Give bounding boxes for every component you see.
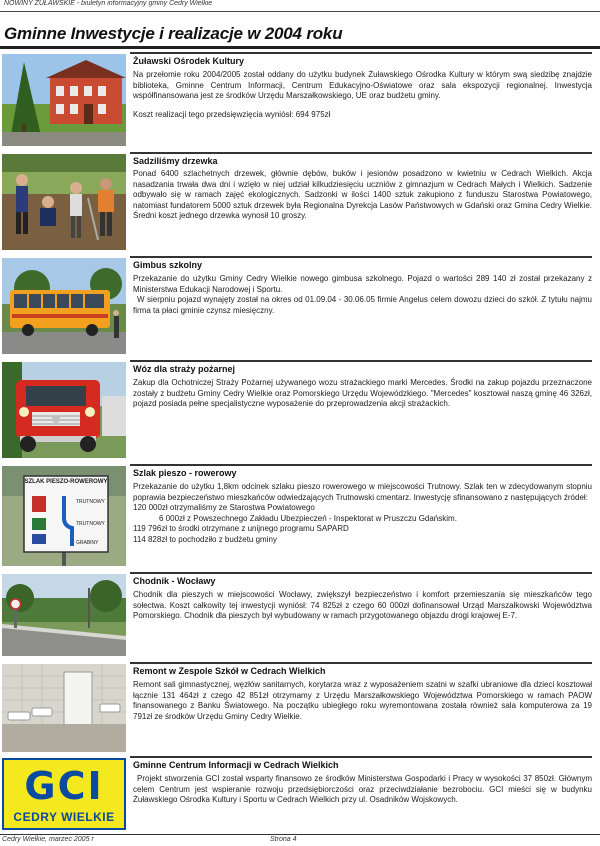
section-heading: Szlak pieszo - rowerowy [133, 468, 237, 478]
section-bike-trail [0, 464, 600, 568]
funding-line: 119 796zł to środki otrzymane z unijnego programu SAPARD [133, 524, 349, 534]
paragraph: Przekazanie do użytku Gminy Cedry Wielkie nowego gimbusa szkolnego. Pojazd o wartości 289 140 zł został przekazany z Ministerstwa Edukacji Narodowej i Sportu. [133, 274, 592, 294]
section-rule [130, 256, 592, 258]
tree-planting-photo [2, 154, 126, 250]
section-body [133, 590, 592, 622]
section-heading: Gimbus szkolny [133, 260, 203, 270]
fire-truck-photo [2, 362, 126, 458]
cost-line: Koszt realizacji tego przedsięwzięcia wyniósł: 694 975zł [133, 109, 331, 119]
section-body [133, 378, 592, 410]
gci-logo-subtext: CEDRY WIELKIE [13, 810, 115, 824]
footer-date: Cedry Wielkie, marzec 2005 r [2, 836, 94, 843]
footer-rule [0, 834, 600, 835]
cultural-center-photo [2, 54, 126, 146]
paragraph: Projekt stworzenia GCI został wsparty finansowo ze środków Ministerstwa Gospodarki i Pracy w wysokości 37 850zł. Głównym celem Centrum jest wspieranie rozwoju przedsiębiorczości oraz przeciwdziałanie bezrobociu. GCI mieści się w budynku Żuławskiego Ośrodka Kultury i Sportu w Cedrach Wielkich przy ul. Osadników Wojskowych. [133, 774, 592, 805]
section-rule [130, 360, 592, 362]
paragraph: Na przełomie roku 2004/2005 został oddany do użytku budynek Żuławskiego Ośrodka Kultury w którym swą siedzibę znajdzie biblioteka, Gminne Centrum Informacji, Centrum Edukacyjno-Oświatowe oraz sala ekspozycji regionalnej. Inwestycja współfinansowana jest ze środków Urzędu Marszałkowskiego, UE oraz budżetu gminy. [133, 70, 592, 101]
running-header [0, 0, 600, 12]
section-heading: Żuławski Ośrodek Kultury [133, 56, 245, 66]
sign-title: SZLAK PIESZO-ROWEROWY [24, 479, 108, 485]
section-heading: Sadziliśmy drzewka [133, 156, 218, 166]
sign-place: GRABINY [76, 540, 99, 546]
sign-place: TRUTNOWY [76, 521, 105, 527]
paragraph: Ponad 6400 szlachetnych drzewek, głównie dębów, buków i jesionów posadzono w kwietniu w Cedrach Wielkich. Akcja nasadzania trwała dwa dni i wzięło w niej udział kilkudziesięciu uczniów z gimnazjum w Cedrach Małych i Wielkich. Sadzenie odbywało się w ramach zajęć ekologicznych. Sadzonki w ilości 1400 sztuk zakupiono z funduszu Starostwa Powiatowego, natomiast fundatorem 5000 sztuk drzewek była Regionalna Dyrekcja Lasów Państwowych w Gdański oraz Gmina Cedry Wielkie. Średni koszt jednego drzewka wynosił 10 groszy. [133, 169, 592, 221]
sign-place: TRUTNOWY [76, 499, 105, 505]
section-heading: Wóz dla straży pożarnej [133, 364, 236, 374]
section-rule [130, 572, 592, 574]
section-heading: Remont w Zespole Szkół w Cedrach Wielkich [133, 666, 326, 676]
section-rule [130, 52, 592, 54]
funding-line: 6 000zł z Powszechnego Zakładu Ubezpieczeń - Inspektorat w Pruszczu Gdańskim. [159, 513, 457, 523]
paragraph: Chodnik dla pieszych w miejscowości Wocławy, zwiększył bezpieczeństwo i komfort przemieszania się mieszkańców tego sołectwa. Koszt całkowity tej inwestycji wyniósł: 74 825zł z czego 60 000zł dofinansował Urząd Marszałkowski Województwa Pomorskiego. Chodnik dla pieszych był wybudowany w ramach przygotowanego objazdu drogi krajowej E-7. [133, 590, 592, 621]
section-school-renovation [0, 662, 600, 754]
sidewalk-photo [2, 574, 126, 656]
section-fire-truck [0, 360, 600, 460]
section-rule [130, 756, 592, 758]
gci-logo [2, 758, 126, 830]
gci-logo-text: GCI [24, 764, 104, 808]
title-rule [0, 46, 600, 49]
school-renovation-photo [2, 664, 126, 752]
section-cultural-center [0, 52, 600, 150]
section-body [133, 70, 592, 120]
section-heading: Chodnik - Wocławy [133, 576, 216, 586]
section-body [133, 274, 592, 316]
section-school-bus [0, 256, 600, 356]
section-body [133, 774, 592, 806]
funding-line: 120 000zł otrzymaliśmy ze Starostwa Powiatowego [133, 503, 315, 513]
school-bus-photo [2, 258, 126, 354]
footer-page-number: Strona 4 [270, 836, 297, 843]
section-sidewalk [0, 572, 600, 658]
section-gci [0, 756, 600, 834]
paragraph: Remont sali gimnastycznej, węzłów sanitarnych, korytarza wraz z wyposażeniem szatni w szafki ubraniowe dla dzieci kosztował łącznie 131 464zł z czego 42 851zł otrzymamy z Urzędu Marszałkowskiego Województwa Pomorskiego w ramach PAOW finansowanego z Banku Światowego. Na początku ubiegłego roku wyremontowana została również sala komputerowa za 19 791zł ze środków Urzędu Gminy Cedry Wielkie. [133, 680, 592, 721]
section-body [133, 169, 592, 222]
section-rule [130, 464, 592, 466]
section-rule [130, 152, 592, 154]
funding-line: 114 828zł to pochodziło z budżetu gminy [133, 534, 277, 544]
page-title: Gminne Inwestycje i realizacje w 2004 roku [4, 24, 343, 43]
section-heading: Gminne Centrum Informacji w Cedrach Wielkich [133, 760, 339, 770]
paragraph: W sierpniu pojazd wynajęty został na okres od 01.09.04 - 30.06.05 firmie Angelus celem dowozu dzieci do szkół. Z tytułu najmu firma ta płaci gminie czynsz miesięczny. [133, 295, 592, 315]
section-body [133, 482, 592, 546]
section-tree-planting [0, 152, 600, 252]
section-rule [130, 662, 592, 664]
section-body [133, 680, 592, 722]
bike-trail-sign-photo [2, 466, 126, 566]
running-title: NOWINY ŻUŁAWSKIE - biuletyn informacyjny gminy Cedry Wielkie [4, 0, 213, 7]
paragraph: Przekazanie do użytku 1,8km odcinek szlaku pieszo rowerowego w miejscowości Trutnowy. Szlak ten w zdecydowanym stopniu poprawia bezpieczeństwo mieszkańców odwiedzających Trutnowski cmentarz. Inwestycję sfinansowano z następujących źródeł: [133, 482, 592, 502]
paragraph: Zakup dla Ochotniczej Straży Pożarnej używanego wozu strażackiego marki Mercedes. Środki na zakup pojazdu przeznaczone zostały z budżetu Gminy Cedry Wielkie oraz Pomorskiego Urzędu Wojewódzkiego. "Mercedes" kosztował naszą gminę 46 326zł, pojazd posiada pełne specjalistyczne wyposażenie do przeprowadzenia akcji strażackich. [133, 378, 592, 409]
